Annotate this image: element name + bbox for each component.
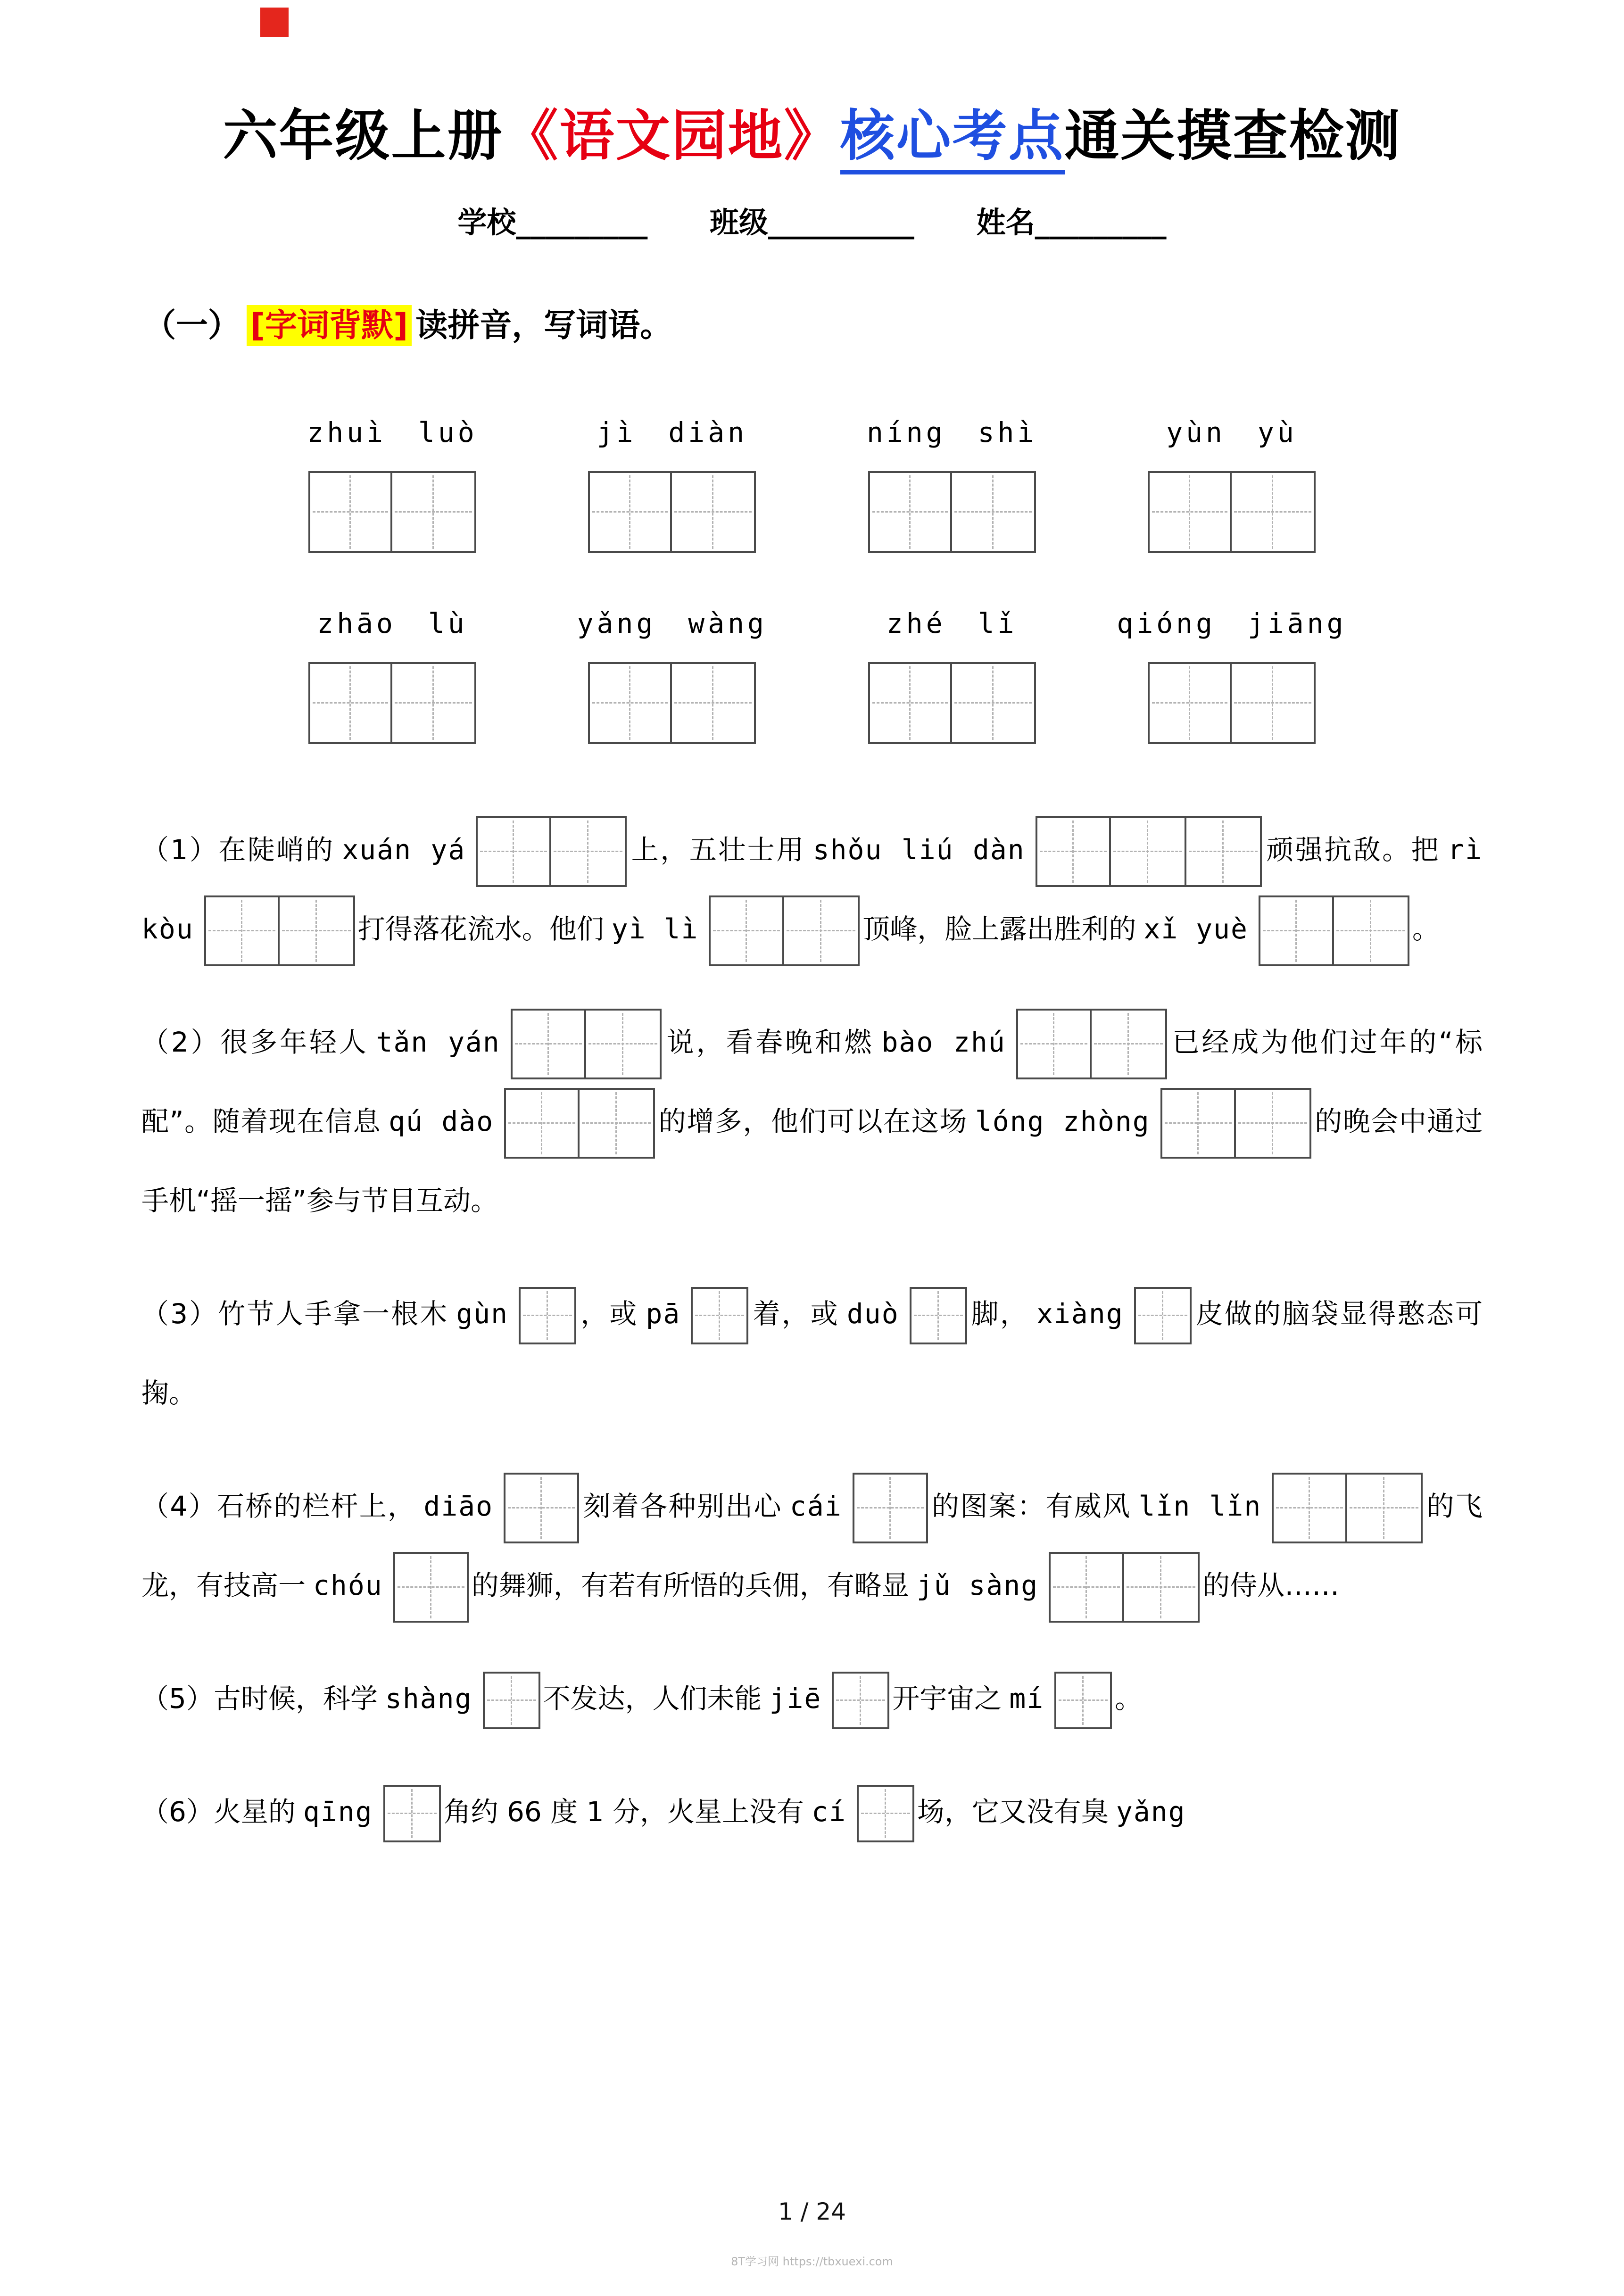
pinyin-text: xiàng — [1036, 1298, 1124, 1330]
writing-grid — [1016, 1009, 1167, 1079]
writing-grid — [857, 1785, 914, 1842]
pinyin-text: pā — [646, 1298, 681, 1330]
cn-text: 的图案：有威风 — [930, 1490, 1131, 1522]
vocab-item — [274, 416, 510, 553]
pinyin-label: qióng jiāng — [1117, 607, 1347, 639]
grid-cell — [784, 895, 860, 966]
vocab-item — [1114, 416, 1350, 553]
pinyin-text: jǔ sàng — [916, 1569, 1039, 1601]
title-grade: 六年级上册 — [223, 104, 504, 168]
vocab-row — [274, 416, 1350, 553]
pinyin-text: tǎn yán — [376, 1026, 500, 1058]
exercise-paragraph — [141, 1659, 1483, 1738]
writing-grid — [511, 1009, 662, 1079]
paragraphs — [141, 810, 1483, 1851]
exercise-paragraph — [141, 1772, 1483, 1851]
writing-grid — [393, 1552, 469, 1623]
cn-text: （1）在陡峭的 — [141, 834, 335, 866]
writing-grid — [204, 895, 355, 966]
cn-text: 顶峰，脸上露出胜利的 — [862, 913, 1136, 945]
writing-grid — [588, 662, 756, 744]
cn-text: ，或 — [579, 1298, 638, 1330]
grid-cell — [504, 1088, 580, 1159]
grid-cell — [393, 1552, 469, 1623]
writing-grid — [308, 471, 476, 553]
grid-cell — [1134, 1287, 1192, 1344]
grid-cell — [1148, 662, 1232, 744]
pinyin-label: yùn yù — [1166, 416, 1297, 448]
grid-cell — [308, 471, 392, 553]
grid-cell — [588, 662, 672, 744]
vocab-item — [554, 416, 790, 553]
writing-grid — [476, 816, 627, 887]
cn-text: 场，它又没有臭 — [917, 1796, 1109, 1828]
cn-text: 的飞龙，有技高一 — [141, 1490, 1483, 1601]
grid-cell — [672, 662, 756, 744]
cn-text: （2）很多年轻人 — [141, 1026, 369, 1058]
writing-grid — [1054, 1672, 1112, 1729]
grid-cell — [586, 1009, 662, 1079]
grid-cell — [392, 471, 476, 553]
section-number: （一） — [144, 307, 240, 344]
grid-cell — [519, 1287, 576, 1344]
writing-grid — [308, 662, 476, 744]
name-field — [977, 205, 1167, 240]
cn-text: 的舞狮，有若有所悟的兵佣，有略显 — [471, 1569, 909, 1601]
grid-cell — [832, 1672, 889, 1729]
grid-cell — [1236, 1088, 1311, 1159]
grid-cell — [511, 1009, 586, 1079]
vocab-item — [554, 607, 790, 744]
grid-cell — [1036, 816, 1111, 887]
writing-grid — [868, 471, 1036, 553]
title-test-name: 通关摸查检测 — [1064, 104, 1401, 168]
vocab-item — [834, 607, 1070, 744]
school-field — [457, 205, 647, 240]
grid-cell — [1111, 816, 1186, 887]
vocab-section — [274, 416, 1350, 744]
cn-text: （5）古时候，科学 — [141, 1683, 378, 1715]
pinyin-text: xuán yá — [342, 834, 466, 866]
writing-grid — [504, 1473, 579, 1543]
writing-grid — [588, 471, 756, 553]
class-label: 班级 — [709, 205, 768, 240]
pinyin-label: zhé lǐ — [886, 607, 1018, 639]
grid-cell — [691, 1287, 748, 1344]
exercise-paragraph — [141, 1003, 1483, 1240]
writing-grid — [519, 1287, 576, 1344]
title-book-name: 《语文园地》 — [503, 104, 840, 168]
pinyin-text: xǐ yuè — [1143, 913, 1248, 945]
writing-grid — [1134, 1287, 1192, 1344]
pinyin-text: gùn — [456, 1298, 509, 1330]
cn-text: 开宇宙之 — [892, 1683, 1002, 1715]
writing-grid — [1259, 895, 1409, 966]
red-corner-mark — [260, 8, 289, 37]
writing-grid — [853, 1473, 928, 1543]
vocab-item — [834, 416, 1070, 553]
grid-cell — [551, 816, 627, 887]
pinyin-label: zhāo lù — [317, 607, 468, 639]
grid-cell — [1049, 1552, 1124, 1623]
pinyin-text: diāo — [423, 1490, 494, 1522]
pinyin-label: níng shì — [866, 416, 1037, 448]
writing-grid — [1272, 1473, 1423, 1543]
school-label: 学校 — [457, 205, 516, 240]
pinyin-label: jì diàn — [597, 416, 748, 448]
title-key-points: 核心考点 — [840, 104, 1065, 174]
name-blank: _________ — [1035, 205, 1167, 240]
grid-cell — [1054, 1672, 1112, 1729]
cn-text: 的增多，他们可以在这场 — [658, 1105, 968, 1137]
name-label: 姓名 — [976, 205, 1035, 240]
pinyin-text: qú dào — [389, 1105, 494, 1137]
cn-text: （3）竹节人手拿一根木 — [141, 1298, 449, 1330]
grid-cell — [1232, 471, 1316, 553]
vocab-item — [274, 607, 510, 744]
pinyin-text: lǐn lǐn — [1138, 1490, 1262, 1522]
grid-cell — [483, 1672, 540, 1729]
page-number: 1 / 24 — [778, 2198, 846, 2225]
grid-cell — [392, 662, 476, 744]
class-blank: __________ — [768, 205, 914, 240]
vocab-item — [1114, 607, 1350, 744]
cn-text: 角约 66 度 1 分，火星上没有 — [443, 1796, 804, 1828]
grid-cell — [1334, 895, 1409, 966]
pinyin-text: shàng — [385, 1683, 472, 1715]
cn-text: 打得落花流水。他们 — [357, 913, 604, 945]
class-field — [710, 205, 914, 240]
section-heading — [144, 300, 1624, 346]
grid-cell — [1232, 662, 1316, 744]
exercise-paragraph — [141, 1467, 1483, 1625]
pinyin-label: zhuì luò — [307, 416, 478, 448]
writing-grid — [709, 895, 860, 966]
grid-cell — [853, 1473, 928, 1543]
writing-grid — [1148, 471, 1316, 553]
grid-cell — [1259, 895, 1334, 966]
grid-cell — [910, 1287, 967, 1344]
exercise-paragraph — [141, 810, 1483, 969]
pinyin-text: cái — [789, 1490, 842, 1522]
cn-text: 不发达，人们未能 — [543, 1683, 762, 1715]
exercise-paragraph — [141, 1274, 1483, 1433]
vocab-row — [274, 607, 1350, 744]
school-blank: _________ — [516, 205, 648, 240]
pinyin-text: rì kòu — [141, 834, 1483, 945]
grid-cell — [709, 895, 784, 966]
cn-text: 。 — [1412, 913, 1440, 945]
watermark-text: 8T学习网 https://tbxuexi.com — [731, 2255, 893, 2268]
grid-cell — [476, 816, 551, 887]
writing-grid — [483, 1672, 540, 1729]
grid-cell — [1124, 1552, 1200, 1623]
cn-text: 着，或 — [751, 1298, 839, 1330]
grid-cell — [204, 895, 280, 966]
grid-cell — [1272, 1473, 1347, 1543]
grid-cell — [857, 1785, 914, 1842]
writing-grid — [504, 1088, 655, 1159]
writing-grid — [691, 1287, 748, 1344]
writing-grid — [832, 1672, 889, 1729]
grid-cell — [1016, 1009, 1092, 1079]
cn-text: 脚， — [969, 1298, 1029, 1330]
cn-text: 的晚会中通过手机“摇一摇”参与节目互动。 — [141, 1105, 1483, 1217]
page-title — [28, 92, 1596, 171]
cn-text: 已经成为他们过年的“标配”。随着现在信息 — [141, 1026, 1483, 1137]
writing-grid — [1160, 1088, 1311, 1159]
grid-cell — [1186, 816, 1262, 887]
pinyin-text: cí — [812, 1796, 846, 1828]
cn-text: 皮做的脑袋显得憨态可掬。 — [141, 1298, 1483, 1409]
pinyin-text: yǎng — [1116, 1796, 1186, 1828]
grid-cell — [383, 1785, 441, 1842]
writing-grid — [868, 662, 1036, 744]
cn-text: 顽强抗敌。把 — [1264, 834, 1441, 866]
pinyin-text: duò — [846, 1298, 899, 1330]
pinyin-text: bào zhú — [881, 1026, 1006, 1058]
pinyin-text: qīng — [303, 1796, 373, 1828]
grid-cell — [1092, 1009, 1167, 1079]
grid-cell — [952, 471, 1036, 553]
cn-text: （6）火星的 — [141, 1796, 296, 1828]
writing-grid — [1148, 662, 1316, 744]
cn-text: 上，五壮士用 — [630, 834, 805, 866]
cn-text: 刻着各种别出心 — [582, 1490, 782, 1522]
writing-grid — [1049, 1552, 1200, 1623]
pinyin-label: yǎng wàng — [577, 607, 767, 639]
section-instruction: 读拼音，写词语。 — [415, 307, 672, 344]
grid-cell — [952, 662, 1036, 744]
pinyin-text: jiē — [769, 1683, 822, 1715]
grid-cell — [280, 895, 355, 966]
grid-cell — [1160, 1088, 1236, 1159]
section-tag: [字词背默] — [247, 305, 412, 346]
cn-text: 的侍从…… — [1202, 1569, 1340, 1601]
pinyin-text: mí — [1009, 1683, 1044, 1715]
cn-text: （4）石桥的栏杆上， — [141, 1490, 416, 1522]
pinyin-text: shǒu liú dàn — [812, 834, 1025, 866]
grid-cell — [308, 662, 392, 744]
grid-cell — [672, 471, 756, 553]
writing-grid — [383, 1785, 441, 1842]
writing-grid — [1036, 816, 1262, 887]
writing-grid — [910, 1287, 967, 1344]
pinyin-text: lóng zhòng — [975, 1105, 1150, 1137]
student-info-line — [0, 199, 1624, 241]
cn-text: 。 — [1115, 1683, 1143, 1715]
grid-cell — [504, 1473, 579, 1543]
grid-cell — [588, 471, 672, 553]
grid-cell — [580, 1088, 655, 1159]
grid-cell — [1148, 471, 1232, 553]
cn-text: 说，看春晚和燃 — [664, 1026, 874, 1058]
grid-cell — [1347, 1473, 1423, 1543]
grid-cell — [868, 662, 952, 744]
pinyin-text: yì lì — [611, 913, 699, 945]
grid-cell — [868, 471, 952, 553]
pinyin-text: chóu — [313, 1569, 383, 1601]
